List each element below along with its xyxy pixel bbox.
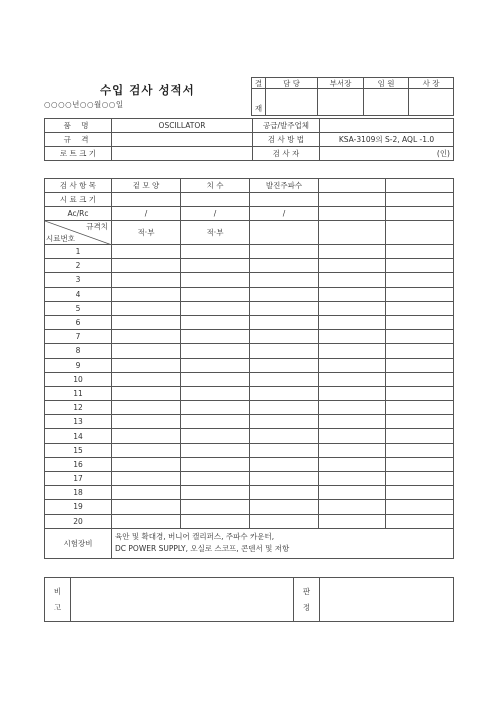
- sample-row: [45, 273, 454, 287]
- document-date: ○○○○년○○월○○일: [44, 100, 124, 109]
- spec-header: 규격치: [86, 222, 108, 231]
- sample-result-cell[interactable]: [319, 315, 386, 329]
- sample-result-cell[interactable]: [319, 472, 386, 486]
- sample-result-cell[interactable]: [112, 429, 181, 443]
- lot-value[interactable]: [112, 147, 253, 161]
- sample-result-cell[interactable]: [250, 457, 319, 471]
- sample-row: [45, 301, 454, 315]
- sample-number: 2: [45, 259, 112, 273]
- sample-result-cell[interactable]: [386, 273, 454, 287]
- sample-result-cell[interactable]: [386, 287, 454, 301]
- approval-sign-staff[interactable]: [266, 89, 318, 116]
- sample-row: [45, 372, 454, 386]
- sample-size-cell[interactable]: [250, 193, 319, 207]
- sample-result-cell[interactable]: [112, 457, 181, 471]
- acre-value[interactable]: /: [250, 207, 319, 221]
- sample-result-cell[interactable]: [250, 245, 319, 259]
- inspector-label: 검 사 자: [253, 147, 320, 161]
- approval-role-staff: 담 당: [266, 78, 318, 89]
- sample-result-cell[interactable]: [181, 514, 250, 528]
- acre-value[interactable]: /: [112, 207, 181, 221]
- judgement-label: [294, 578, 320, 622]
- sample-result-cell[interactable]: [386, 358, 454, 372]
- remarks-table: [44, 577, 454, 622]
- sample-result-cell[interactable]: [181, 386, 250, 400]
- column-frequency: 발진주파수: [250, 179, 319, 193]
- sample-result-cell[interactable]: [319, 259, 386, 273]
- sample-size-cell[interactable]: [386, 193, 454, 207]
- sample-no-header: 시료번호: [46, 234, 75, 243]
- document-title: 수입 검사 성적서: [100, 83, 195, 97]
- sample-size-label: 시 료 크 기: [45, 193, 112, 207]
- sample-result-cell[interactable]: [319, 330, 386, 344]
- sample-result-cell[interactable]: [319, 514, 386, 528]
- sample-result-cell[interactable]: [250, 500, 319, 514]
- sample-row: [45, 330, 454, 344]
- approval-role-executive: 임 원: [364, 78, 409, 89]
- sample-number: 20: [45, 514, 112, 528]
- sample-result-cell[interactable]: [181, 415, 250, 429]
- sample-result-cell[interactable]: [386, 330, 454, 344]
- judgement-label-bottom: 정: [302, 602, 311, 612]
- sample-result-cell[interactable]: [250, 344, 319, 358]
- sample-result-cell[interactable]: [112, 415, 181, 429]
- spec-value[interactable]: [112, 133, 253, 147]
- sample-result-cell[interactable]: [319, 245, 386, 259]
- sample-number: 16: [45, 457, 112, 471]
- sample-number: 18: [45, 486, 112, 500]
- spec-label: 규 격: [45, 133, 112, 147]
- sample-number: 6: [45, 315, 112, 329]
- acre-label: Ac/Rc: [45, 207, 112, 221]
- sample-row: [45, 315, 454, 329]
- sample-result-cell[interactable]: [319, 401, 386, 415]
- sample-result-cell[interactable]: [112, 344, 181, 358]
- sample-result-cell[interactable]: [112, 486, 181, 500]
- sample-result-cell[interactable]: [112, 500, 181, 514]
- judge-cell[interactable]: [250, 221, 319, 245]
- sample-result-cell[interactable]: [112, 315, 181, 329]
- sample-result-cell[interactable]: [112, 245, 181, 259]
- sample-row: [45, 486, 454, 500]
- sample-result-cell[interactable]: [250, 486, 319, 500]
- sample-result-cell[interactable]: [112, 372, 181, 386]
- sample-result-cell[interactable]: [250, 287, 319, 301]
- sample-row: [45, 500, 454, 514]
- sample-row: [45, 514, 454, 528]
- sample-result-cell[interactable]: [250, 259, 319, 273]
- sample-result-cell[interactable]: [181, 315, 250, 329]
- sample-result-cell[interactable]: [181, 358, 250, 372]
- sample-number: 10: [45, 372, 112, 386]
- sample-result-cell[interactable]: [319, 287, 386, 301]
- sample-result-cell[interactable]: [112, 259, 181, 273]
- sample-result-cell[interactable]: [181, 457, 250, 471]
- sample-result-cell[interactable]: [250, 514, 319, 528]
- sample-row: [45, 457, 454, 471]
- sample-result-cell[interactable]: [250, 472, 319, 486]
- sample-result-cell[interactable]: [181, 330, 250, 344]
- info-table: [44, 118, 454, 161]
- sample-result-cell[interactable]: [112, 401, 181, 415]
- item-value[interactable]: OSCILLATOR: [112, 119, 253, 133]
- approval-sign-executive[interactable]: [364, 89, 409, 116]
- sample-row: [45, 287, 454, 301]
- sample-result-cell[interactable]: [250, 358, 319, 372]
- sample-result-cell[interactable]: [386, 514, 454, 528]
- supplier-value[interactable]: [320, 119, 454, 133]
- sample-result-cell[interactable]: [319, 372, 386, 386]
- sample-result-cell[interactable]: [112, 514, 181, 528]
- sample-result-cell[interactable]: [386, 472, 454, 486]
- sample-result-cell[interactable]: [181, 259, 250, 273]
- sample-result-cell[interactable]: [386, 457, 454, 471]
- remarks-label: [45, 578, 71, 622]
- sample-number: 13: [45, 415, 112, 429]
- sample-result-cell[interactable]: [250, 330, 319, 344]
- sample-size-cell[interactable]: [319, 193, 386, 207]
- sample-number: 7: [45, 330, 112, 344]
- judgement-label-top: 판: [302, 586, 311, 596]
- sample-result-cell[interactable]: [319, 386, 386, 400]
- sample-number: 3: [45, 273, 112, 287]
- sample-number: 5: [45, 301, 112, 315]
- judge-cell[interactable]: [386, 221, 454, 245]
- approval-table: [251, 77, 454, 116]
- spec-sample-header: [45, 221, 112, 245]
- sample-result-cell[interactable]: [112, 330, 181, 344]
- sample-number: 14: [45, 429, 112, 443]
- acre-value[interactable]: /: [181, 207, 250, 221]
- sample-result-cell[interactable]: [386, 429, 454, 443]
- lot-label: 로 트 크 기: [45, 147, 112, 161]
- equipment-line: 육안 및 확대경, 버니어 캘리퍼스, 주파수 카운터,: [115, 532, 275, 542]
- sample-result-cell[interactable]: [386, 344, 454, 358]
- sample-result-cell[interactable]: [319, 301, 386, 315]
- equipment-value: [112, 528, 454, 558]
- equipment-line: DC POWER SUPPLY, 오실로 스코프, 콘덴서 및 저항: [115, 544, 290, 554]
- remarks-content[interactable]: [71, 578, 294, 622]
- sample-row: [45, 401, 454, 415]
- approval-role-manager: 부서장: [318, 78, 364, 89]
- sample-result-cell[interactable]: [181, 301, 250, 315]
- sample-size-cell[interactable]: [181, 193, 250, 207]
- sample-number: 8: [45, 344, 112, 358]
- sample-result-cell[interactable]: [386, 500, 454, 514]
- judge-value[interactable]: 적·부: [112, 221, 181, 245]
- sample-result-cell[interactable]: [319, 443, 386, 457]
- sample-result-cell[interactable]: [386, 315, 454, 329]
- sample-row: [45, 259, 454, 273]
- sample-result-cell[interactable]: [319, 500, 386, 514]
- sample-row: [45, 358, 454, 372]
- sample-number: 4: [45, 287, 112, 301]
- equipment-row: [45, 528, 454, 558]
- approval-role-president: 사 장: [409, 78, 454, 89]
- sample-row: [45, 386, 454, 400]
- sample-result-cell[interactable]: [319, 457, 386, 471]
- sample-result-cell[interactable]: [181, 486, 250, 500]
- approval-sign-manager[interactable]: [318, 89, 364, 116]
- acre-cell[interactable]: [386, 207, 454, 221]
- sample-result-cell[interactable]: [181, 500, 250, 514]
- sample-result-cell[interactable]: [181, 429, 250, 443]
- sample-number: 17: [45, 472, 112, 486]
- sample-result-cell[interactable]: [112, 273, 181, 287]
- sample-number: 19: [45, 500, 112, 514]
- sample-result-cell[interactable]: [181, 344, 250, 358]
- sample-result-cell[interactable]: [112, 443, 181, 457]
- sample-row: [45, 472, 454, 486]
- acre-cell[interactable]: [319, 207, 386, 221]
- sample-result-cell[interactable]: [181, 287, 250, 301]
- sample-result-cell[interactable]: [250, 429, 319, 443]
- sample-result-cell[interactable]: [386, 486, 454, 500]
- sample-result-cell[interactable]: [386, 415, 454, 429]
- column-extra-2[interactable]: [386, 179, 454, 193]
- sample-result-cell[interactable]: [250, 443, 319, 457]
- judge-value[interactable]: 적·부: [181, 221, 250, 245]
- sample-result-cell[interactable]: [386, 401, 454, 415]
- sample-result-cell[interactable]: [319, 486, 386, 500]
- sample-size-cell[interactable]: [112, 193, 181, 207]
- approval-side-label-bottom: 재: [252, 89, 266, 116]
- method-label: 검 사 방 법: [253, 133, 320, 147]
- sample-row: [45, 344, 454, 358]
- remarks-label-bottom: 고: [53, 602, 62, 612]
- inspection-items-label: 검 사 항 목: [45, 179, 112, 193]
- sample-result-cell[interactable]: [112, 358, 181, 372]
- judge-cell[interactable]: [319, 221, 386, 245]
- sample-result-cell[interactable]: [319, 429, 386, 443]
- approval-sign-president[interactable]: [409, 89, 454, 116]
- sample-result-cell[interactable]: [386, 259, 454, 273]
- sample-result-cell[interactable]: [386, 443, 454, 457]
- sample-result-cell[interactable]: [319, 358, 386, 372]
- sample-result-cell[interactable]: [181, 443, 250, 457]
- sample-result-cell[interactable]: [319, 415, 386, 429]
- sample-result-cell[interactable]: [250, 415, 319, 429]
- sample-result-cell[interactable]: [181, 273, 250, 287]
- approval-side-label-top: 결: [252, 78, 266, 89]
- column-appearance: 겉 모 양: [112, 179, 181, 193]
- sample-result-cell[interactable]: [386, 386, 454, 400]
- sample-result-cell[interactable]: [112, 301, 181, 315]
- sample-result-cell[interactable]: [386, 372, 454, 386]
- sample-result-cell[interactable]: [112, 386, 181, 400]
- sample-result-cell[interactable]: [250, 372, 319, 386]
- sample-number: 1: [45, 245, 112, 259]
- sample-result-cell[interactable]: [250, 315, 319, 329]
- sample-result-cell[interactable]: [386, 245, 454, 259]
- inspector-value[interactable]: (인): [320, 147, 454, 161]
- sample-result-cell[interactable]: [181, 401, 250, 415]
- column-dimension: 치 수: [181, 179, 250, 193]
- sample-result-cell[interactable]: [386, 301, 454, 315]
- column-extra-1[interactable]: [319, 179, 386, 193]
- sample-result-cell[interactable]: [181, 245, 250, 259]
- sample-result-cell[interactable]: [319, 344, 386, 358]
- sample-result-cell[interactable]: [250, 386, 319, 400]
- sample-result-cell[interactable]: [112, 287, 181, 301]
- sample-result-cell[interactable]: [250, 273, 319, 287]
- sample-row: [45, 245, 454, 259]
- sample-row: [45, 443, 454, 457]
- method-value[interactable]: KSA-3109의 S-2, AQL -1.0: [320, 133, 454, 147]
- sample-result-cell[interactable]: [181, 372, 250, 386]
- sample-result-cell[interactable]: [250, 301, 319, 315]
- sample-result-cell[interactable]: [250, 401, 319, 415]
- sample-row: [45, 415, 454, 429]
- supplier-label: 공급/발주업체: [253, 119, 320, 133]
- judgement-content[interactable]: [320, 578, 454, 622]
- sample-number: 11: [45, 386, 112, 400]
- sample-result-cell[interactable]: [319, 273, 386, 287]
- sample-result-cell[interactable]: [181, 472, 250, 486]
- equipment-label: 시험장비: [45, 528, 112, 558]
- sample-result-cell[interactable]: [112, 472, 181, 486]
- inspection-table: [44, 178, 454, 559]
- item-label: 품 명: [45, 119, 112, 133]
- sample-row: [45, 429, 454, 443]
- sample-number: 9: [45, 358, 112, 372]
- sample-number: 15: [45, 443, 112, 457]
- remarks-label-top: 비: [53, 586, 62, 596]
- sample-number: 12: [45, 401, 112, 415]
